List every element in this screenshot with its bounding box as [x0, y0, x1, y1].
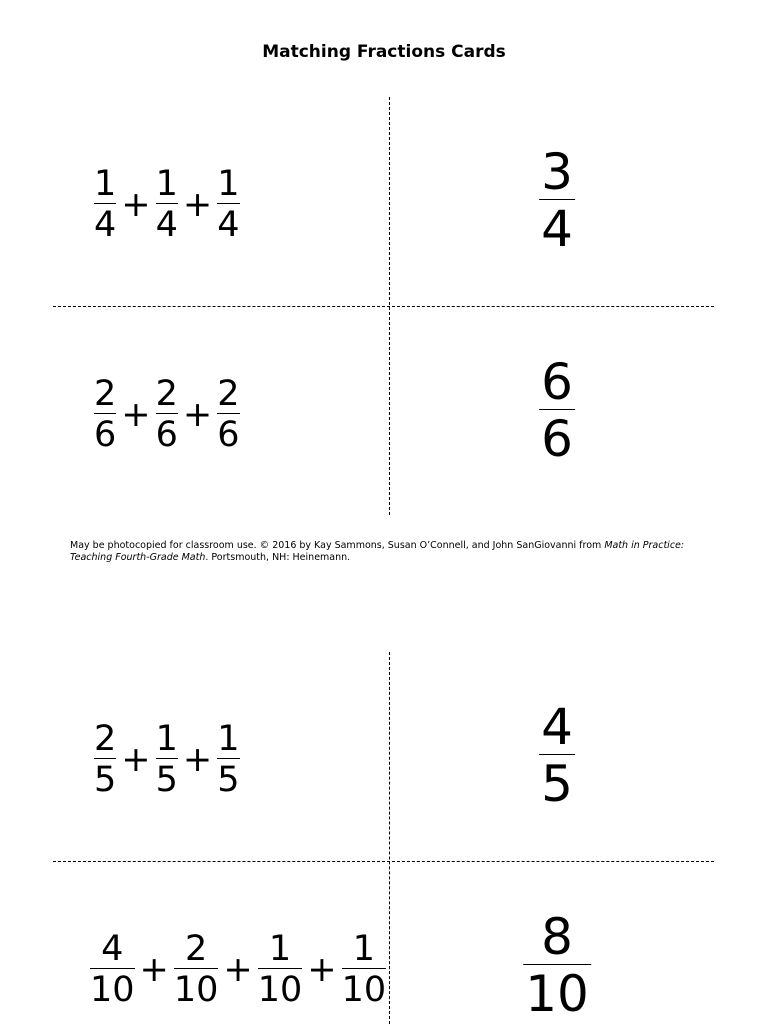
fraction: $\frac{2}{6}$: [217, 374, 240, 455]
copyright-credit: May be photocopied for classroom use. © 2016 by Kay Sammons, Susan O’Connell, and John SanGiovanni from Math in Practice: Teaching Fourth-Grade Math. Portsmouth, NH: Heinemann.: [70, 540, 685, 563]
cut-line-horizontal-bottom: [53, 861, 714, 862]
fraction: $\frac{2}{6}$: [94, 374, 117, 455]
cut-line-vertical-bottom: [389, 652, 390, 1024]
card-answer-2: 6 6: [541, 353, 573, 468]
fraction: $\frac{1}{4}$: [94, 164, 117, 245]
plus-operator: +: [182, 394, 213, 435]
fraction: $\frac{1}{5}$: [155, 719, 178, 800]
card-answer-1: 3 4: [541, 143, 573, 258]
plus-operator: +: [182, 184, 213, 225]
page-title: Matching Fractions Cards: [262, 42, 506, 62]
plus-operator: +: [307, 949, 337, 990]
fraction: $\frac{2}{5}$: [94, 719, 117, 800]
fraction: $\frac{2}{6}$: [155, 374, 178, 455]
plus-operator: +: [139, 949, 169, 990]
plus-operator: +: [121, 394, 151, 435]
card-answer-3: 4 5: [541, 698, 573, 813]
card-expression-4: [88, 929, 388, 1010]
card-expression-2: [92, 374, 242, 455]
fraction: $\frac{1}{10}$: [341, 929, 387, 1010]
plus-operator: +: [121, 184, 151, 225]
plus-operator: +: [182, 739, 213, 780]
fraction: $\frac{2}{10}$: [173, 929, 219, 1010]
cut-line-horizontal-top: [53, 306, 714, 307]
fraction: $\frac{1}{4}$: [155, 164, 178, 245]
plus-operator: +: [223, 949, 253, 990]
card-expression-3: [92, 719, 242, 800]
card-expression-1: [92, 164, 242, 245]
fraction: $\frac{1}{4}$: [217, 164, 240, 245]
fraction: $\frac{4}{10}$: [90, 929, 135, 1010]
fraction: $\frac{1}{5}$: [217, 719, 240, 800]
fraction: $\frac{1}{10}$: [257, 929, 303, 1010]
plus-operator: +: [121, 739, 151, 780]
card-answer-4: 8 10: [525, 908, 589, 1023]
